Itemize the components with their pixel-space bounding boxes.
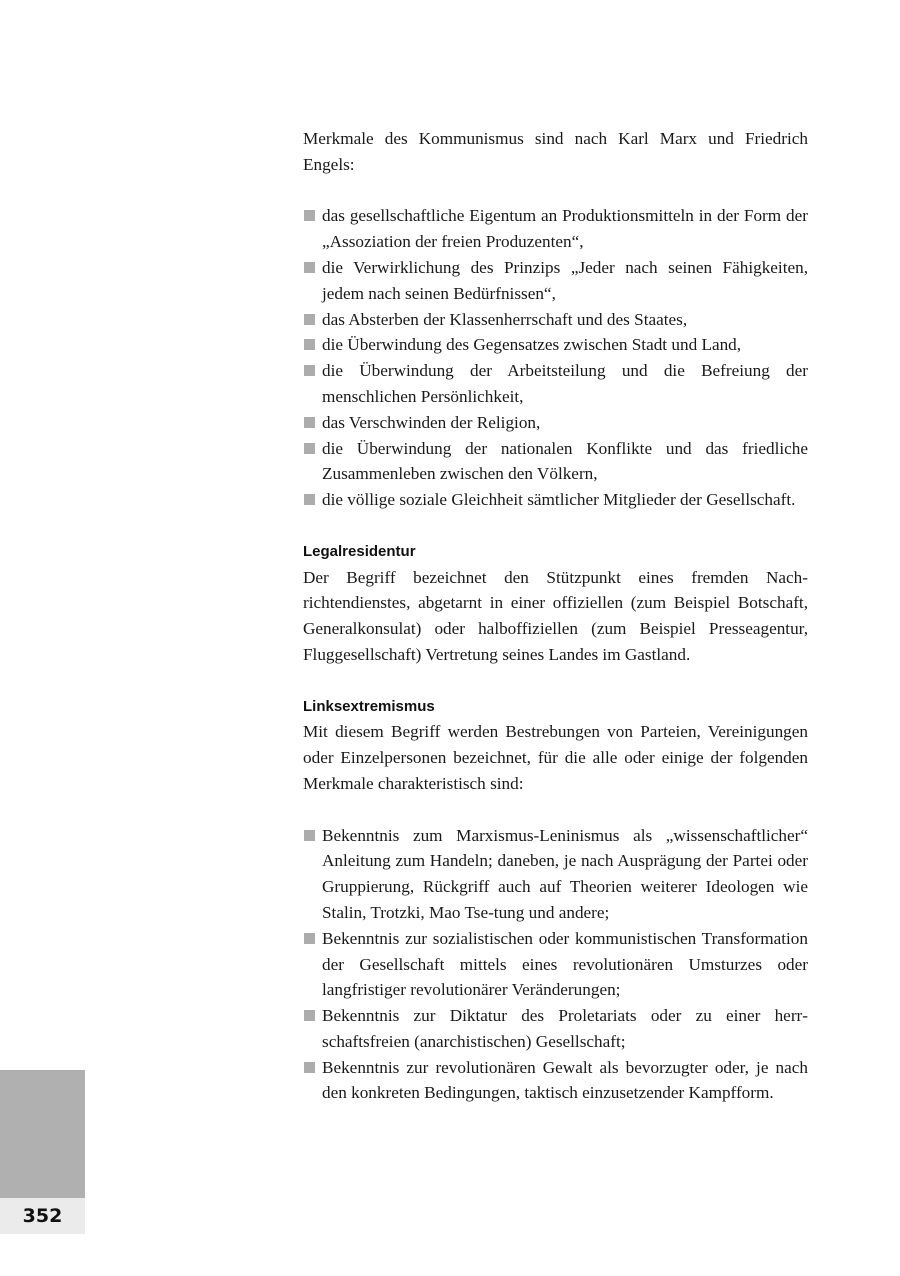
list-item: [303, 487, 808, 513]
list-item: [303, 203, 808, 255]
list-item: [303, 255, 808, 307]
square-bullet-icon: [304, 933, 315, 944]
square-bullet-icon: [304, 443, 315, 454]
list-item-text: Bekenntnis zur sozialistischen oder kommunistischen Transformation der Gesellschaft mittels eines revolutionären Umsturzes oder langfristiger revolutionärer Veränderungen;: [322, 928, 808, 1000]
page-tab-marker: [0, 1070, 85, 1198]
square-bullet-icon: [304, 494, 315, 505]
square-bullet-icon: [304, 210, 315, 221]
intro-paragraph: Merkmale des Kommunismus sind nach Karl Marx und Friedrich Engels:: [303, 129, 808, 174]
square-bullet-icon: [304, 262, 315, 273]
list-item: [303, 358, 808, 410]
text-column: [303, 126, 808, 1132]
square-bullet-icon: [304, 830, 315, 841]
square-bullet-icon: [304, 417, 315, 428]
list-item-text: die Überwindung der nationalen Konflikte und das friedliche Zusammenleben zwischen den Völkern,: [322, 438, 808, 484]
heading-legalresidentur: Legalresidentur: [303, 542, 416, 560]
square-bullet-icon: [304, 1010, 315, 1021]
list-item-text: die Verwirklichung des Prinzips „Jeder nach seinen Fähigkeiten, jedem nach seinen Bedürfnissen“,: [322, 257, 808, 303]
list-item: [303, 1055, 808, 1107]
list-item: [303, 332, 808, 358]
list-item: [303, 307, 808, 333]
list-item: [303, 436, 808, 488]
list-item-text: die Überwindung der Arbeitsteilung und die Befreiung der menschlichen Persönlichkeit,: [322, 361, 808, 406]
page-number: 352: [0, 1198, 85, 1234]
list-item-text: das gesellschaftliche Eigentum an Produktionsmitteln in der Form der „Assoziation der freien Produzenten“,: [322, 206, 808, 252]
square-bullet-icon: [304, 365, 315, 376]
list-item: [303, 823, 808, 926]
list-item: [303, 926, 808, 1003]
list-item: [303, 1003, 808, 1055]
list-item-text: Bekenntnis zur revolutionären Gewalt als bevorzugter oder, je nach den konkreten Bedingungen, taktisch einzusetzender Kampfform.: [322, 1057, 808, 1103]
list-item-text: die Überwindung des Gegensatzes zwischen Stadt und Land,: [322, 335, 742, 355]
list-item-text: Bekenntnis zum Marxismus-Leninismus als „wissenschaftlicher“ Anleitung zum Handeln; daneben, je nach Ausprägung der Partei oder Gruppierung, Rückgriff auch auf Theorien weiterer Ideologen wie Stalin, Trotzki, Mao Tse-tung und andere;: [322, 825, 808, 922]
list-item: [303, 410, 808, 436]
heading-linksextremismus: Linksextremismus: [303, 697, 435, 715]
list-item-text: die völlige soziale Gleichheit sämtlicher Mitglieder der Gesellschaft.: [322, 490, 796, 510]
square-bullet-icon: [304, 339, 315, 350]
square-bullet-icon: [304, 1062, 315, 1073]
list-item-text: das Verschwinden der Religion,: [322, 412, 541, 432]
square-bullet-icon: [304, 314, 315, 325]
linksextremismus-features-list: [303, 823, 808, 1107]
list-item-text: Bekenntnis zur Diktatur des Proletariats oder zu einer herrschaftsfreien (anarchistischen) Gesellschaft;: [322, 1006, 808, 1051]
communism-features-list: [303, 203, 808, 513]
legalresidentur-paragraph: Der Begriff bezeichnet den Stützpunkt eines fremden Nachrichtendienstes, abgetarnt in einer offiziellen (zum Beispiel Botschaft, Generalkonsulat) oder halboffiziellen (zum Beispiel Presseagentur, Fluggesellschaft) Vertretung seines Landes im Gastland.: [303, 567, 808, 664]
linksextremismus-paragraph: Mit diesem Begriff werden Bestrebungen von Parteien, Vereinigungen oder Einzelpersonen bezeichnet, für die alle oder einige der folgenden Merkmale charakteristisch sind:: [303, 722, 808, 793]
list-item-text: das Absterben der Klassenherrschaft und des Staates,: [322, 309, 688, 329]
